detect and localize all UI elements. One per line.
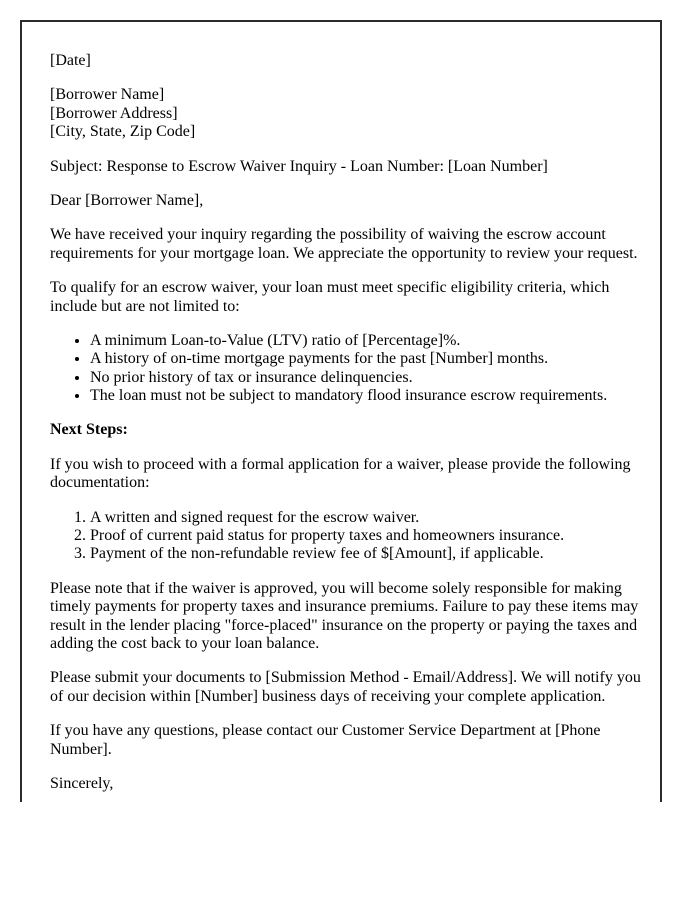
list-item: • The loan must not be subject to mandatory flood insurance escrow requirements. [90, 387, 646, 405]
recipient-city-state-zip: [City, State, Zip Code] [50, 123, 196, 141]
list-item: • No prior history of tax or insurance delinquencies. [90, 369, 646, 387]
letter-date: [Date] [50, 52, 91, 69]
list-item: 1. A written and signed request for the escrow waiver. [90, 509, 646, 527]
eligibility-intro-paragraph: To qualify for an escrow waiver, your loan must meet specific eligibility criteria, which include but are not limited to: [50, 279, 610, 315]
list-item: • A minimum Loan-to-Value (LTV) ratio of [Percentage]%. [90, 332, 646, 350]
next-steps-heading [50, 421, 646, 439]
list-item: 2. Proof of current paid status for property taxes and homeowners insurance. [90, 527, 646, 545]
required-documents-list [50, 509, 646, 564]
waiver-note-paragraph: Please note that if the waiver is approved, you will become solely responsible for making timely payments for property taxes and insurance premiums. Failure to pay these items may result in the lender placing "force-placed" insurance on the property or paying the taxes and adding the cost back to your loan balance. [50, 579, 639, 652]
recipient-address: [Borrower Address] [50, 104, 178, 122]
closing: Sincerely, [50, 774, 114, 792]
recipient-address-block [50, 86, 646, 141]
letter-document [20, 20, 662, 802]
eligibility-criteria-list [50, 332, 646, 406]
next-steps-intro-paragraph: If you wish to proceed with a formal application for a waiver, please provide the following documentation: [50, 455, 631, 492]
questions-paragraph: If you have any questions, please contact our Customer Service Department at [Phone Number]. [50, 722, 601, 758]
submission-paragraph: Please submit your documents to [Submission Method - Email/Address]. We will notify you of our decision within [Number] business days of receiving your complete application. [50, 669, 641, 705]
list-item: • A history of on-time mortgage payments for the past [Number] months. [90, 350, 646, 368]
intro-paragraph: We have received your inquiry regarding the possibility of waiving the escrow account requirements for your mortgage loan. We appreciate the opportunity to review your request. [50, 226, 638, 262]
salutation: Dear [Borrower Name], [50, 191, 204, 209]
subject-line: Subject: Response to Escrow Waiver Inquiry - Loan Number: [Loan Number] [50, 157, 548, 175]
next-steps-heading-text: Next Steps: [50, 421, 128, 439]
list-item: 3. Payment of the non-refundable review fee of $[Amount], if applicable. [90, 545, 646, 563]
recipient-name: [Borrower Name] [50, 86, 165, 104]
